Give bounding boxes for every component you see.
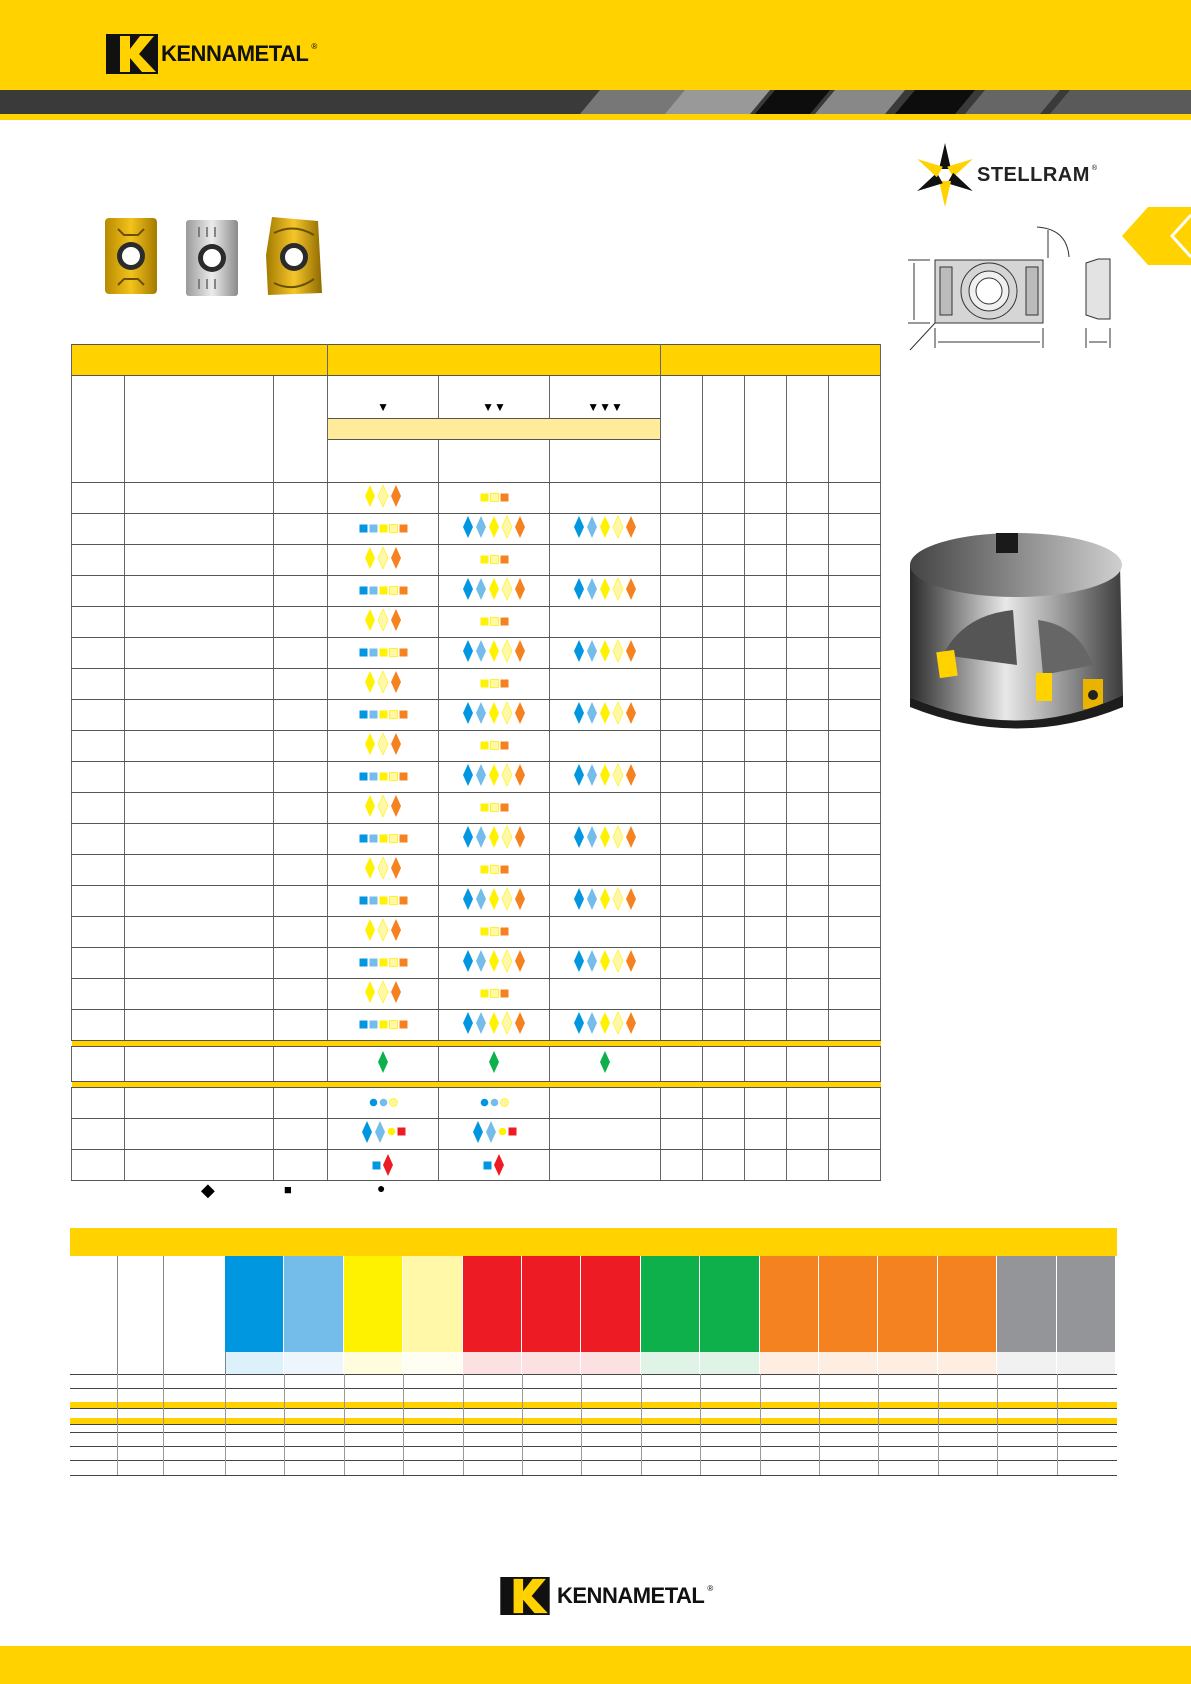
stellram-star-icon (915, 140, 975, 210)
material-group-tint (700, 1352, 758, 1374)
header-stripe (0, 90, 1191, 114)
diamond-icon (599, 825, 611, 849)
material-group-tint (403, 1352, 461, 1374)
diamond-icon (599, 949, 611, 973)
insert-row (72, 607, 881, 638)
diamond-icon (625, 949, 637, 973)
feed-heavy-indicator: ▼▼▼ (550, 376, 661, 419)
square-icon (490, 927, 499, 936)
diamond-icon (462, 763, 474, 787)
square-icon (480, 493, 489, 502)
footer-brand-trademark: ® (707, 1583, 714, 1593)
material-group-tint (1057, 1352, 1115, 1374)
insert-row (72, 638, 881, 669)
insert-row (72, 1119, 881, 1150)
diamond-icon (573, 701, 585, 725)
footer-kennametal-k-icon (496, 1577, 554, 1615)
insert-row (72, 700, 881, 731)
insert-row (72, 793, 881, 824)
diamond-icon (501, 515, 513, 539)
square-icon (389, 958, 398, 967)
material-group-bar (1057, 1256, 1115, 1352)
legend-diamond-symbol: ◆ (201, 1180, 215, 1200)
square-icon (500, 555, 509, 564)
feed-light-indicator: ▼ (328, 376, 439, 419)
diamond-icon (377, 794, 389, 818)
diamond-icon (625, 577, 637, 601)
diamond-icon (488, 949, 500, 973)
material-group-bar (463, 1256, 521, 1352)
diamond-icon (612, 639, 624, 663)
diamond-icon (488, 825, 500, 849)
square-icon (359, 586, 368, 595)
diamond-icon (475, 949, 487, 973)
cutting-data-label-column (163, 1256, 226, 1374)
diamond-icon (514, 701, 526, 725)
cutting-data-label-column (70, 1256, 118, 1374)
material-group-tint (938, 1352, 996, 1374)
square-icon (369, 958, 378, 967)
insert-row (72, 1010, 881, 1041)
legend-square-symbol: ■ (284, 1182, 292, 1197)
material-group-tint (284, 1352, 342, 1374)
diamond-icon (573, 887, 585, 911)
diamond-icon (501, 701, 513, 725)
square-icon (379, 1020, 388, 1029)
material-group-bar (700, 1256, 758, 1352)
diamond-icon (475, 577, 487, 601)
diamond-icon (514, 825, 526, 849)
diamond-icon (462, 515, 474, 539)
brand-name: KENNAMETAL (161, 41, 309, 66)
material-group-tint (641, 1352, 699, 1374)
square-icon (369, 896, 378, 905)
diamond-icon (390, 856, 402, 880)
insert-row (72, 855, 881, 886)
square-icon (369, 1020, 378, 1029)
square-icon (379, 772, 388, 781)
insert-row (72, 731, 881, 762)
square-icon (500, 493, 509, 502)
diamond-icon (501, 577, 513, 601)
square-icon (379, 710, 388, 719)
diamond-icon (586, 639, 598, 663)
dot-icon (389, 1098, 398, 1107)
square-icon (359, 958, 368, 967)
diamond-icon (586, 515, 598, 539)
diamond-icon (475, 1011, 487, 1035)
diamond-icon (488, 515, 500, 539)
diamond-icon (475, 763, 487, 787)
diamond-icon (612, 949, 624, 973)
diamond-icon (573, 1011, 585, 1035)
diamond-icon (462, 949, 474, 973)
material-group-bar (938, 1256, 996, 1352)
square-icon (399, 586, 408, 595)
square-icon (500, 741, 509, 750)
square-icon (369, 772, 378, 781)
square-icon (480, 865, 489, 874)
square-icon (372, 1161, 381, 1170)
square-icon (399, 648, 408, 657)
square-icon (369, 648, 378, 657)
diamond-icon (390, 670, 402, 694)
square-icon (500, 927, 509, 936)
square-icon (500, 617, 509, 626)
insert-row (72, 917, 881, 948)
dot-icon (387, 1127, 396, 1136)
diamond-icon (586, 763, 598, 787)
diamond-icon (586, 949, 598, 973)
material-group-tint (819, 1352, 877, 1374)
diamond-icon (364, 546, 376, 570)
diamond-icon (361, 1120, 373, 1144)
square-icon (399, 958, 408, 967)
square-icon (379, 586, 388, 595)
diamond-icon (390, 484, 402, 508)
insert-row (72, 1150, 881, 1181)
diamond-icon (493, 1153, 505, 1177)
diamond-icon (377, 918, 389, 942)
square-icon (480, 617, 489, 626)
diamond-icon (573, 949, 585, 973)
diamond-icon (377, 546, 389, 570)
insert-photo-silver (183, 217, 243, 299)
diamond-icon (390, 546, 402, 570)
square-icon (490, 989, 499, 998)
diamond-icon (364, 794, 376, 818)
diamond-icon (364, 670, 376, 694)
diamond-icon (612, 577, 624, 601)
dot-icon (500, 1098, 509, 1107)
diamond-icon (599, 763, 611, 787)
feed-medium-indicator: ▼▼ (439, 376, 550, 419)
diamond-icon (599, 887, 611, 911)
diamond-icon (599, 701, 611, 725)
dot-icon (498, 1127, 507, 1136)
diamond-icon (573, 825, 585, 849)
square-icon (500, 679, 509, 688)
diamond-icon (501, 1011, 513, 1035)
diamond-icon (374, 1120, 386, 1144)
material-group-tint (581, 1352, 639, 1374)
diamond-icon (377, 608, 389, 632)
square-icon (480, 803, 489, 812)
square-icon (490, 617, 499, 626)
stellram-trademark: ® (1091, 164, 1098, 172)
diamond-icon (599, 515, 611, 539)
diamond-icon (377, 484, 389, 508)
diamond-icon (625, 825, 637, 849)
cutting-data-label-column (117, 1256, 164, 1374)
diamond-icon (612, 887, 624, 911)
dot-icon (490, 1098, 499, 1107)
diamond-icon (462, 577, 474, 601)
square-icon (399, 1020, 408, 1029)
square-icon (379, 648, 388, 657)
diamond-icon (514, 639, 526, 663)
square-icon (480, 741, 489, 750)
diamond-icon (364, 732, 376, 756)
diamond-icon (488, 701, 500, 725)
kennametal-logo (106, 34, 317, 74)
square-icon (483, 1161, 492, 1170)
insert-photo-gold (102, 215, 162, 297)
diamond-icon (612, 515, 624, 539)
square-icon (397, 1127, 406, 1136)
diamond-icon (573, 639, 585, 663)
diamond-icon (514, 1011, 526, 1035)
brand-trademark: ® (311, 41, 318, 51)
diamond-icon (514, 949, 526, 973)
diamond-icon (625, 701, 637, 725)
diamond-icon (462, 639, 474, 663)
square-icon (480, 927, 489, 936)
diamond-icon (364, 980, 376, 1004)
diamond-icon (514, 515, 526, 539)
square-icon (490, 493, 499, 502)
diamond-icon (475, 825, 487, 849)
square-icon (389, 896, 398, 905)
footer-kennametal-logo (496, 1577, 713, 1615)
insert-row (72, 762, 881, 793)
diamond-icon (586, 701, 598, 725)
square-icon (359, 834, 368, 843)
diamond-icon (612, 825, 624, 849)
diamond-icon (599, 577, 611, 601)
insert-row (72, 948, 881, 979)
material-group-tint (522, 1352, 580, 1374)
square-icon (490, 865, 499, 874)
diamond-icon (377, 980, 389, 1004)
symbol-legend (196, 1180, 396, 1202)
square-icon (389, 586, 398, 595)
square-icon (500, 865, 509, 874)
square-icon (359, 710, 368, 719)
diamond-icon (488, 639, 500, 663)
diamond-icon (501, 887, 513, 911)
diamond-icon (599, 1050, 611, 1074)
material-group-bar (403, 1256, 461, 1352)
diamond-icon (377, 1050, 389, 1074)
square-icon (508, 1127, 517, 1136)
grade-table-subheader (72, 376, 881, 419)
diamond-icon (485, 1120, 497, 1144)
diamond-icon (390, 918, 402, 942)
diamond-icon (462, 701, 474, 725)
material-group-bar (522, 1256, 580, 1352)
material-group-bar (284, 1256, 342, 1352)
diamond-icon (612, 1011, 624, 1035)
material-group-bar (997, 1256, 1055, 1352)
diamond-icon (501, 763, 513, 787)
material-group-tint (760, 1352, 818, 1374)
diamond-icon (586, 825, 598, 849)
diamond-icon (514, 887, 526, 911)
insert-photo-gold-angled (264, 215, 326, 299)
insert-row (72, 824, 881, 855)
dot-icon (480, 1098, 489, 1107)
diamond-icon (377, 670, 389, 694)
diamond-icon (488, 1011, 500, 1035)
diamond-icon (501, 639, 513, 663)
milling-cutter-photo (898, 525, 1138, 745)
material-group-tint (463, 1352, 521, 1374)
legend-circle-symbol: ● (377, 1180, 386, 1196)
insert-row (72, 483, 881, 514)
diamond-icon (390, 608, 402, 632)
diamond-icon (475, 639, 487, 663)
diamond-icon (488, 763, 500, 787)
kennametal-k-icon (106, 34, 158, 74)
square-icon (500, 989, 509, 998)
diamond-icon (462, 1011, 474, 1035)
square-icon (379, 896, 388, 905)
square-icon (359, 896, 368, 905)
diamond-icon (364, 484, 376, 508)
material-group-bar (581, 1256, 639, 1352)
insert-row (72, 545, 881, 576)
square-icon (490, 741, 499, 750)
grade-table (71, 344, 881, 1181)
material-group-bar (225, 1256, 283, 1352)
square-icon (359, 524, 368, 533)
square-icon (399, 896, 408, 905)
stellram-name: STELLRAM (977, 163, 1090, 186)
square-icon (389, 1020, 398, 1029)
material-group-bar (819, 1256, 877, 1352)
diamond-icon (390, 732, 402, 756)
square-icon (480, 679, 489, 688)
square-icon (399, 710, 408, 719)
square-icon (399, 772, 408, 781)
diamond-icon (586, 1011, 598, 1035)
diamond-icon (382, 1153, 394, 1177)
diamond-icon (364, 608, 376, 632)
material-group-bar (760, 1256, 818, 1352)
square-icon (389, 834, 398, 843)
cutting-data-table (70, 1256, 1117, 1476)
material-group-bar (641, 1256, 699, 1352)
square-icon (369, 586, 378, 595)
diamond-icon (514, 577, 526, 601)
diamond-icon (390, 980, 402, 1004)
section-tab-arrow (1122, 207, 1191, 265)
diamond-icon (475, 887, 487, 911)
diamond-icon (377, 856, 389, 880)
cutting-data-header (70, 1228, 1117, 1256)
square-icon (379, 958, 388, 967)
insert-row (72, 1088, 881, 1119)
diamond-icon (625, 515, 637, 539)
square-icon (359, 648, 368, 657)
grade-table-group-header (72, 345, 881, 376)
diamond-icon (501, 825, 513, 849)
diamond-icon (488, 577, 500, 601)
diamond-icon (488, 1050, 500, 1074)
insert-row (72, 1047, 881, 1082)
square-icon (490, 555, 499, 564)
material-group-tint (997, 1352, 1055, 1374)
diamond-icon (625, 887, 637, 911)
diamond-icon (573, 763, 585, 787)
insert-row (72, 514, 881, 545)
diamond-icon (462, 887, 474, 911)
diamond-icon (625, 1011, 637, 1035)
diamond-icon (514, 763, 526, 787)
diamond-icon (364, 856, 376, 880)
material-group-tint (878, 1352, 936, 1374)
diamond-icon (599, 1011, 611, 1035)
diamond-icon (599, 639, 611, 663)
diamond-icon (475, 701, 487, 725)
diamond-icon (390, 794, 402, 818)
diamond-icon (377, 732, 389, 756)
material-group-tint (344, 1352, 402, 1374)
insert-row (72, 886, 881, 917)
square-icon (379, 834, 388, 843)
diamond-icon (586, 577, 598, 601)
square-icon (369, 834, 378, 843)
square-icon (369, 710, 378, 719)
material-group-bar (344, 1256, 402, 1352)
square-icon (379, 524, 388, 533)
square-icon (480, 555, 489, 564)
material-group-tint (225, 1352, 283, 1374)
diamond-icon (472, 1120, 484, 1144)
dot-icon (379, 1098, 388, 1107)
diamond-icon (625, 763, 637, 787)
square-icon (399, 524, 408, 533)
material-group-bar (878, 1256, 936, 1352)
insert-row (72, 979, 881, 1010)
stellram-logo (915, 140, 1097, 210)
diamond-icon (625, 639, 637, 663)
square-icon (490, 679, 499, 688)
square-icon (359, 772, 368, 781)
square-icon (500, 803, 509, 812)
insert-row (72, 576, 881, 607)
header-underline (0, 114, 1191, 120)
diamond-icon (586, 887, 598, 911)
square-icon (389, 648, 398, 657)
square-icon (490, 803, 499, 812)
diamond-icon (612, 701, 624, 725)
diamond-icon (475, 515, 487, 539)
square-icon (369, 524, 378, 533)
footer-band (0, 1646, 1191, 1684)
diamond-icon (612, 763, 624, 787)
diamond-icon (462, 825, 474, 849)
insert-row (72, 669, 881, 700)
diamond-icon (501, 949, 513, 973)
square-icon (359, 1020, 368, 1029)
square-icon (389, 710, 398, 719)
diamond-icon (573, 577, 585, 601)
insert-dimension-drawing (900, 225, 1125, 360)
diamond-icon (364, 918, 376, 942)
square-icon (399, 834, 408, 843)
diamond-icon (488, 887, 500, 911)
square-icon (480, 989, 489, 998)
square-icon (389, 524, 398, 533)
dot-icon (369, 1098, 378, 1107)
footer-brand-name: KENNAMETAL (557, 1583, 705, 1608)
square-icon (389, 772, 398, 781)
diamond-icon (573, 515, 585, 539)
